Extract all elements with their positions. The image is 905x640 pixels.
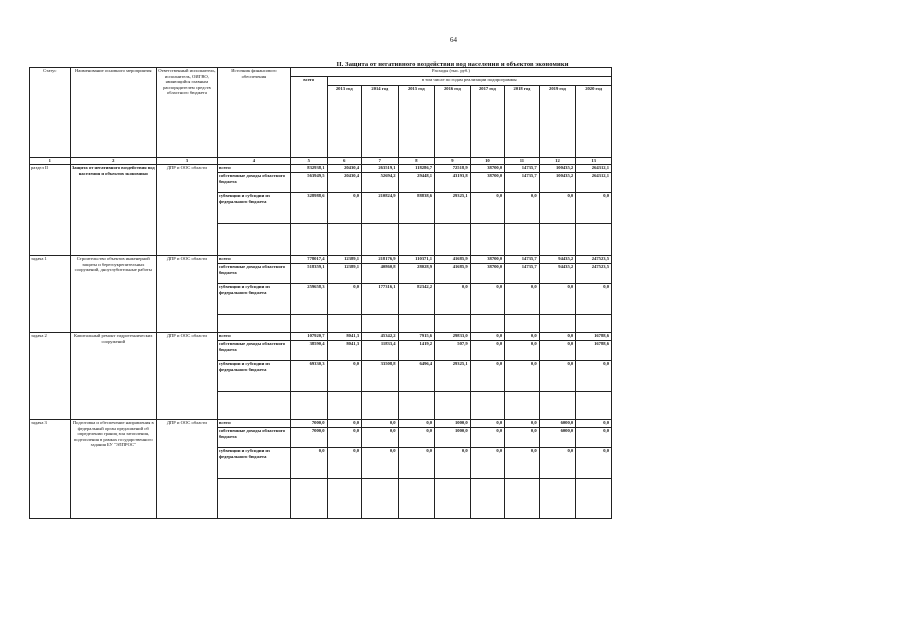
empty-cell <box>539 392 576 420</box>
expense-value: 0,0 <box>470 420 505 428</box>
empty-cell <box>290 224 327 256</box>
expense-value: 0,0 <box>470 341 505 361</box>
empty-cell <box>217 392 290 420</box>
expense-value: 0,0 <box>539 361 576 392</box>
empty-cell <box>539 224 576 256</box>
expense-value: 0,0 <box>539 193 576 224</box>
empty-cell <box>290 392 327 420</box>
expense-value: 33508,8 <box>362 361 399 392</box>
expense-value: 41685,9 <box>435 256 471 264</box>
empty-cell <box>435 479 471 519</box>
header-status: Статус <box>30 68 71 158</box>
empty-cell <box>576 315 612 333</box>
expense-value: 0,0 <box>470 193 505 224</box>
expense-value: 29448,1 <box>398 173 435 193</box>
expense-value: 6000,0 <box>539 428 576 448</box>
header-total: всего <box>290 77 327 158</box>
page-number: 64 <box>450 36 457 44</box>
funding-source: всего: <box>217 420 290 428</box>
expense-value: 82342,2 <box>398 284 435 315</box>
empty-cell <box>217 315 290 333</box>
expense-value: 38700,0 <box>470 173 505 193</box>
column-number: 2 <box>70 158 156 165</box>
expense-value: 0,0 <box>362 448 399 479</box>
expense-value: 177316,1 <box>362 284 399 315</box>
expense-value: 107920,7 <box>290 333 327 341</box>
funding-source: субвенции и субсидии из федерального бюджета <box>217 448 290 479</box>
empty-cell <box>398 315 435 333</box>
funding-source: всего: <box>217 165 290 173</box>
expense-value: 0,0 <box>327 193 362 224</box>
expense-value: 1419,2 <box>398 341 435 361</box>
expense-value: 110371,1 <box>398 256 435 264</box>
empty-cell <box>539 479 576 519</box>
expense-value: 218176,9 <box>362 256 399 264</box>
expense-value: 507,9 <box>435 341 471 361</box>
expense-value: 0,0 <box>576 428 612 448</box>
expense-value: 38590,4 <box>290 341 327 361</box>
expense-value: 118286,7 <box>398 165 435 173</box>
expense-value: 247523,5 <box>576 264 612 284</box>
row-name: Подготовка и обеспечение направления в федеральный орган предложений об определении границ зон затопления, подтопления в рамках государственного задания БУ "ЭЛПРОС" <box>70 420 156 519</box>
empty-cell <box>290 479 327 519</box>
expense-value: 0,0 <box>327 284 362 315</box>
funding-source: субвенции и субсидии из федерального бюджета <box>217 193 290 224</box>
expense-value: 0,0 <box>576 193 612 224</box>
expense-value: 263519,1 <box>362 165 399 173</box>
column-number: 4 <box>217 158 290 165</box>
expense-value: 247523,5 <box>576 256 612 264</box>
expense-value: 518359,1 <box>290 264 327 284</box>
expense-value: 12389,1 <box>327 256 362 264</box>
column-number: 8 <box>398 158 435 165</box>
row-responsible: ДПР и ООС области <box>156 165 217 256</box>
expense-value: 0,0 <box>362 428 399 448</box>
empty-cell <box>398 224 435 256</box>
empty-cell <box>470 224 505 256</box>
expense-value: 0,0 <box>362 420 399 428</box>
expense-value: 0,0 <box>470 428 505 448</box>
empty-cell <box>362 224 399 256</box>
expense-value: 563949,5 <box>290 173 327 193</box>
row-status: задача 1 <box>30 256 71 333</box>
funding-source: собственные доходы областного бюджета <box>217 173 290 193</box>
expense-value: 8041,3 <box>327 341 362 361</box>
expense-value: 328988,6 <box>290 193 327 224</box>
expense-value: 0,0 <box>576 448 612 479</box>
expense-value: 94435,2 <box>539 264 576 284</box>
expense-value: 14735,7 <box>505 173 540 193</box>
column-number: 6 <box>327 158 362 165</box>
header-source: Источник финансового обеспечения <box>217 68 290 158</box>
expense-value: 8041,3 <box>327 333 362 341</box>
empty-cell <box>505 392 540 420</box>
expense-value: 29325,1 <box>435 361 471 392</box>
funding-source: всего: <box>217 333 290 341</box>
empty-cell <box>398 392 435 420</box>
expense-value: 0,0 <box>435 448 471 479</box>
empty-cell <box>435 224 471 256</box>
expense-value: 20430,4 <box>327 165 362 173</box>
empty-cell <box>505 224 540 256</box>
expense-value: 0,0 <box>505 333 540 341</box>
column-number: 3 <box>156 158 217 165</box>
expense-value: 0,0 <box>576 420 612 428</box>
expense-value: 0,0 <box>505 361 540 392</box>
expense-value: 28028,9 <box>398 264 435 284</box>
expense-value: 778017,4 <box>290 256 327 264</box>
expense-value: 0,0 <box>505 341 540 361</box>
header-year: 2018 год <box>505 86 540 158</box>
expense-value: 6000,0 <box>539 420 576 428</box>
row-status: задача 3 <box>30 420 71 519</box>
header-year: 2015 год <box>398 86 435 158</box>
budget-table <box>29 67 612 519</box>
expense-value: 6496,4 <box>398 361 435 392</box>
column-number: 13 <box>576 158 612 165</box>
expense-value: 45342,2 <box>362 333 399 341</box>
expense-value: 0,0 <box>539 284 576 315</box>
expense-value: 88838,6 <box>398 193 435 224</box>
column-number: 7 <box>362 158 399 165</box>
funding-source: всего: <box>217 256 290 264</box>
expense-value: 0,0 <box>505 420 540 428</box>
empty-cell <box>576 479 612 519</box>
expense-value: 72518,9 <box>435 165 471 173</box>
expense-value: 38700,0 <box>470 264 505 284</box>
empty-cell <box>470 392 505 420</box>
expense-value: 11833,4 <box>362 341 399 361</box>
expense-value: 40860,8 <box>362 264 399 284</box>
expense-value: 7000,0 <box>290 420 327 428</box>
funding-source: субвенции и субсидии из федерального бюджета <box>217 284 290 315</box>
column-number: 12 <box>539 158 576 165</box>
column-number: 1 <box>30 158 71 165</box>
expense-value: 0,0 <box>539 341 576 361</box>
header-year: 2016 год <box>435 86 471 158</box>
expense-value: 14735,7 <box>505 256 540 264</box>
empty-cell <box>576 392 612 420</box>
expense-value: 832938,1 <box>290 165 327 173</box>
header-year: 2019 год <box>539 86 576 158</box>
empty-cell <box>505 315 540 333</box>
expense-value: 0,0 <box>505 284 540 315</box>
expense-value: 259658,3 <box>290 284 327 315</box>
expense-value: 29833,0 <box>435 333 471 341</box>
expense-value: 0,0 <box>576 361 612 392</box>
expense-value: 210824,9 <box>362 193 399 224</box>
empty-cell <box>362 392 399 420</box>
empty-cell <box>362 315 399 333</box>
empty-cell <box>362 479 399 519</box>
expense-value: 0,0 <box>505 428 540 448</box>
empty-cell <box>470 479 505 519</box>
expense-value: 0,0 <box>327 428 362 448</box>
expense-value: 38700,0 <box>470 256 505 264</box>
expense-value: 1000,0 <box>435 420 471 428</box>
expense-value: 38700,0 <box>470 165 505 173</box>
expense-value: 0,0 <box>539 333 576 341</box>
funding-source: собственные доходы областного бюджета <box>217 428 290 448</box>
expense-value: 94435,2 <box>539 256 576 264</box>
empty-cell <box>435 315 471 333</box>
expense-value: 14735,7 <box>505 165 540 173</box>
header-name: Наименование основного мероприятия <box>70 68 156 158</box>
empty-cell <box>470 315 505 333</box>
expense-value: 100435,2 <box>539 165 576 173</box>
expense-value: 0,0 <box>398 448 435 479</box>
empty-cell <box>539 315 576 333</box>
empty-cell <box>327 479 362 519</box>
expense-value: 69330,3 <box>290 361 327 392</box>
row-status: раздел II <box>30 165 71 256</box>
row-name: Строительство объектов инженерной защиты и берегоукрепительных сооружений, дноуглубительные работы <box>70 256 156 333</box>
expense-value: 16788,6 <box>576 333 612 341</box>
expense-value: 41685,9 <box>435 264 471 284</box>
empty-cell <box>505 479 540 519</box>
expense-value: 0,0 <box>398 420 435 428</box>
expense-value: 0,0 <box>398 428 435 448</box>
expense-value: 0,0 <box>290 448 327 479</box>
header-by-years: в том числе по годам реализации подпрограммы <box>327 77 612 86</box>
expense-value: 14735,7 <box>505 264 540 284</box>
expense-value: 0,0 <box>470 448 505 479</box>
document-title: II. Защита от негативного воздействия вод населения и объектов экономики <box>336 61 569 68</box>
expense-value: 264312,1 <box>576 173 612 193</box>
empty-cell <box>435 392 471 420</box>
expense-value: 0,0 <box>435 284 471 315</box>
expense-value: 16788,6 <box>576 341 612 361</box>
funding-source: собственные доходы областного бюджета <box>217 264 290 284</box>
expense-value: 100435,2 <box>539 173 576 193</box>
expense-value: 52694,2 <box>362 173 399 193</box>
header-year: 2014 год <box>362 86 399 158</box>
expense-value: 0,0 <box>505 448 540 479</box>
empty-cell <box>327 315 362 333</box>
header-year: 2013 год <box>327 86 362 158</box>
expense-value: 20430,4 <box>327 173 362 193</box>
empty-cell <box>327 224 362 256</box>
empty-cell <box>217 479 290 519</box>
column-number: 11 <box>505 158 540 165</box>
empty-cell <box>327 392 362 420</box>
row-name: Капитальный ремонт гидротехнических сооружений <box>70 333 156 420</box>
expense-value: 0,0 <box>539 448 576 479</box>
funding-source: собственные доходы областного бюджета <box>217 341 290 361</box>
column-number: 10 <box>470 158 505 165</box>
expense-value: 264312,1 <box>576 165 612 173</box>
expense-value: 29325,1 <box>435 193 471 224</box>
header-year: 2020 год <box>576 86 612 158</box>
expense-value: 0,0 <box>470 284 505 315</box>
expense-value: 0,0 <box>327 361 362 392</box>
funding-source: субвенции и субсидии из федерального бюджета <box>217 361 290 392</box>
header-expenses: Расходы (тыс. руб.) <box>290 68 611 77</box>
column-number: 9 <box>435 158 471 165</box>
expense-value: 0,0 <box>327 448 362 479</box>
expense-value: 0,0 <box>327 420 362 428</box>
empty-cell <box>290 315 327 333</box>
expense-value: 43193,8 <box>435 173 471 193</box>
expense-value: 0,0 <box>576 284 612 315</box>
empty-cell <box>576 224 612 256</box>
row-responsible: ДПР и ООС области <box>156 333 217 420</box>
expense-value: 0,0 <box>505 193 540 224</box>
row-name: Защита от негативного воздействия вод населения и объектов экономики <box>70 165 156 256</box>
row-status: задача 2 <box>30 333 71 420</box>
empty-cell <box>217 224 290 256</box>
row-responsible: ДПР и ООС области <box>156 420 217 519</box>
row-responsible: ДПР и ООС области <box>156 256 217 333</box>
expense-value: 7000,0 <box>290 428 327 448</box>
expense-value: 1000,0 <box>435 428 471 448</box>
header-responsible: Ответственный исполнитель, исполнитель, ОИГВО, являющийся главным распорядителем средств областного бюджета <box>156 68 217 158</box>
empty-cell <box>398 479 435 519</box>
expense-value: 12389,1 <box>327 264 362 284</box>
column-number: 5 <box>290 158 327 165</box>
expense-value: 0,0 <box>470 361 505 392</box>
expense-value: 7915,6 <box>398 333 435 341</box>
header-year: 2017 год <box>470 86 505 158</box>
expense-value: 0,0 <box>470 333 505 341</box>
